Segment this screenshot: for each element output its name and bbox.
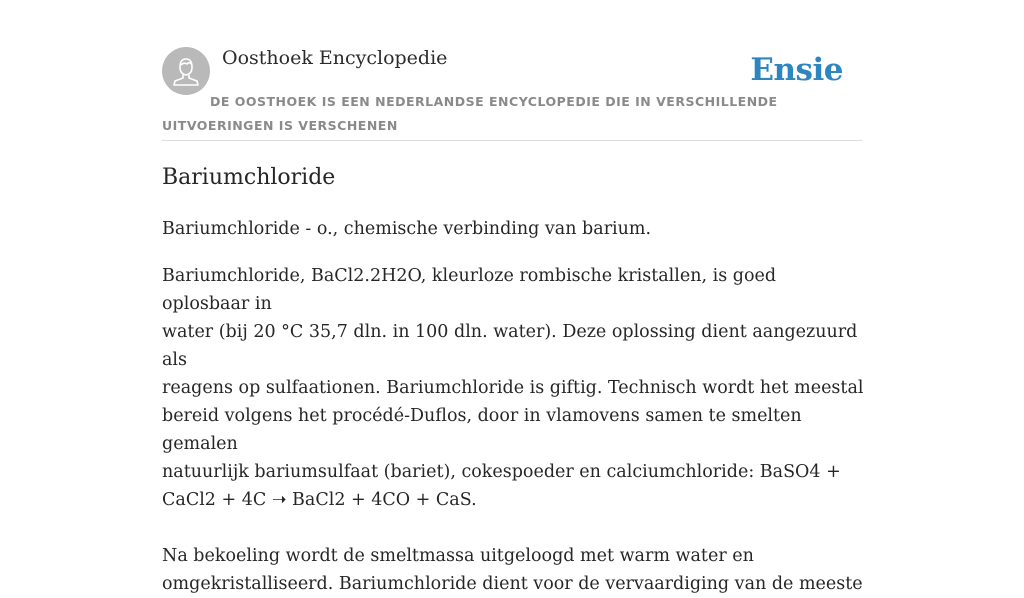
source-header bbox=[162, 46, 862, 141]
body-line: Na bekoeling wordt de smeltmassa uitgeloogd met warm water en bbox=[162, 546, 754, 566]
body-line: bereid volgens het procédé-Duflos, door in vlamovens samen te smelten gemalen bbox=[162, 406, 802, 454]
article-body bbox=[162, 262, 867, 598]
source-description: DE OOSTHOEK IS EEN NEDERLANDSE ENCYCLOPEDIE DIE IN VERSCHILLENDE UITVOERINGEN IS VERSCHENEN bbox=[162, 94, 778, 133]
body-line: reagens op sulfaationen. Bariumchloride is giftig. Technisch wordt het meestal bbox=[162, 378, 864, 398]
body-line: water (bij 20 °C 35,7 dln. in 100 dln. water). Deze oplossing dient aangezuurd als bbox=[162, 322, 858, 370]
article-title: Bariumchloride bbox=[162, 165, 336, 190]
body-line: omgekristalliseerd. Bariumchloride dient voor de vervaardiging van de meeste bbox=[162, 574, 863, 594]
article-lead: Bariumchloride - o., chemische verbinding van barium. bbox=[162, 219, 652, 239]
source-name[interactable]: Oosthoek Encyclopedie bbox=[222, 47, 448, 69]
body-line: natuurlijk bariumsulfaat (bariet), cokespoeder en calciumchloride: BaSO4 + bbox=[162, 462, 841, 482]
user-avatar-icon[interactable] bbox=[162, 47, 210, 95]
body-line: Bariumchloride, BaCl2.2H2O, kleurloze rombische kristallen, is goed oplosbaar in bbox=[162, 266, 777, 314]
article bbox=[162, 160, 867, 598]
body-line: CaCl2 + 4C ➝ BaCl2 + 4CO + CaS. bbox=[162, 490, 477, 510]
paragraph-gap bbox=[162, 514, 867, 542]
ensie-logo[interactable]: Ensie bbox=[750, 52, 843, 88]
